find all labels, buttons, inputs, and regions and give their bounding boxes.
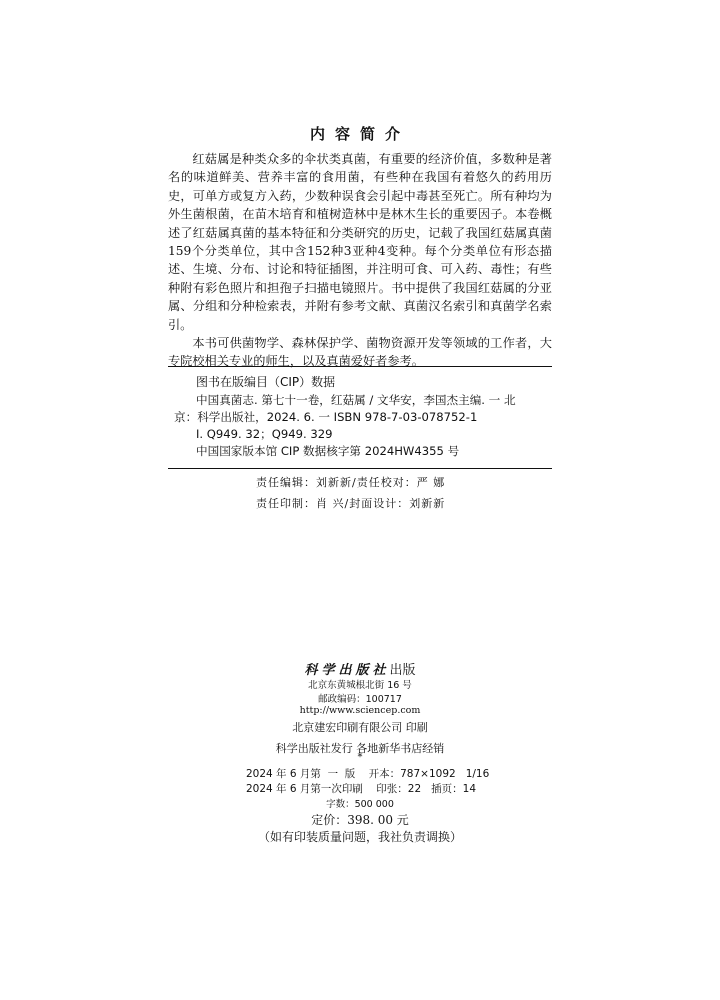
summary-body [168,150,552,371]
separator-star: * [357,752,363,763]
summary-title: 内容简介 [309,125,410,143]
publisher-website: http://www.sciencep.com [299,705,421,716]
publisher-name [0,659,720,678]
cip-entry-line-2: 京：科学出版社，2024. 6. 一 ISBN 978-7-03-078752-1 [174,410,478,424]
cip-top-rule [168,366,552,367]
edition-line-2: 2024 年 6 月第一次印刷 印张：22 插页：14 [246,783,476,795]
summary-paragraph-2: 本书可供菌物学、森林保护学、菌物资源开发等领域的工作者，大专院校相关专业的师生，以及真菌爱好者参考。 [168,336,552,369]
summary-paragraph-1: 红菇属是种类众多的伞状类真菌，有重要的经济价值，多数种是著名的味道鲜美、营养丰富的食用菌，有些种在我国有着悠久的药用历史，可单方或复方入药，少数种误食会引起中毒甚至死亡。所有种均为外生菌根菌，在苗木培育和植树造林中是林木生长的重要因子。本卷概述了红菇属真菌的基本特征和分类研究的历史，记载了我国红菇属真菌159个分类单位，其中含152种3亚种4变种。每个分类单位有形态描述、生境、分布、讨论和特征插图，并注明可食、可入药、毒性；有些种附有彩色照片和担孢子扫描电镜照片。书中提供了我国红菇属的分亚属、分组和分种检索表，并附有参考文献、真菌汉名索引和真菌学名索引。 [168,152,552,332]
cip-library-record: 中国国家版本馆 CIP 数据核字第 2024HW4355 号 [196,444,460,458]
word-count: 字数：500 000 [326,799,394,810]
quality-note: （如有印装质量问题，我社负责调换） [257,830,462,844]
credits-production: 责任印制：肖 兴/封面设计：刘新新 [256,497,446,510]
publisher-address: 北京东黄城根北街 16 号 [308,680,412,691]
cip-classification: Ⅰ. Q949. 32；Q949. 329 [196,427,333,441]
price: 定价：398. 00 元 [311,813,409,827]
edition-line-1: 2024 年 6 月第 一 版 开本：787×1092 1/16 [246,768,490,780]
publisher-postcode: 邮政编码：100717 [318,694,402,705]
credits-editors: 责任编辑：刘新新/责任校对：严 娜 [256,476,446,489]
cip-entry-line-1: 中国真菌志. 第七十一卷，红菇属 / 文华安，李国杰主编. 一 北 [196,393,516,407]
cip-heading: 图书在版编目（CIP）数据 [196,375,336,389]
distribution-line: 科学出版社发行 各地新华书店经销 [275,742,445,755]
cip-bottom-rule [168,468,552,469]
cip-body [174,392,534,460]
publisher-brand-suffix: 出版 [389,663,416,678]
printer-line: 北京建宏印刷有限公司 印刷 [292,721,428,734]
publisher-brand: 科学出版社 [304,663,390,678]
